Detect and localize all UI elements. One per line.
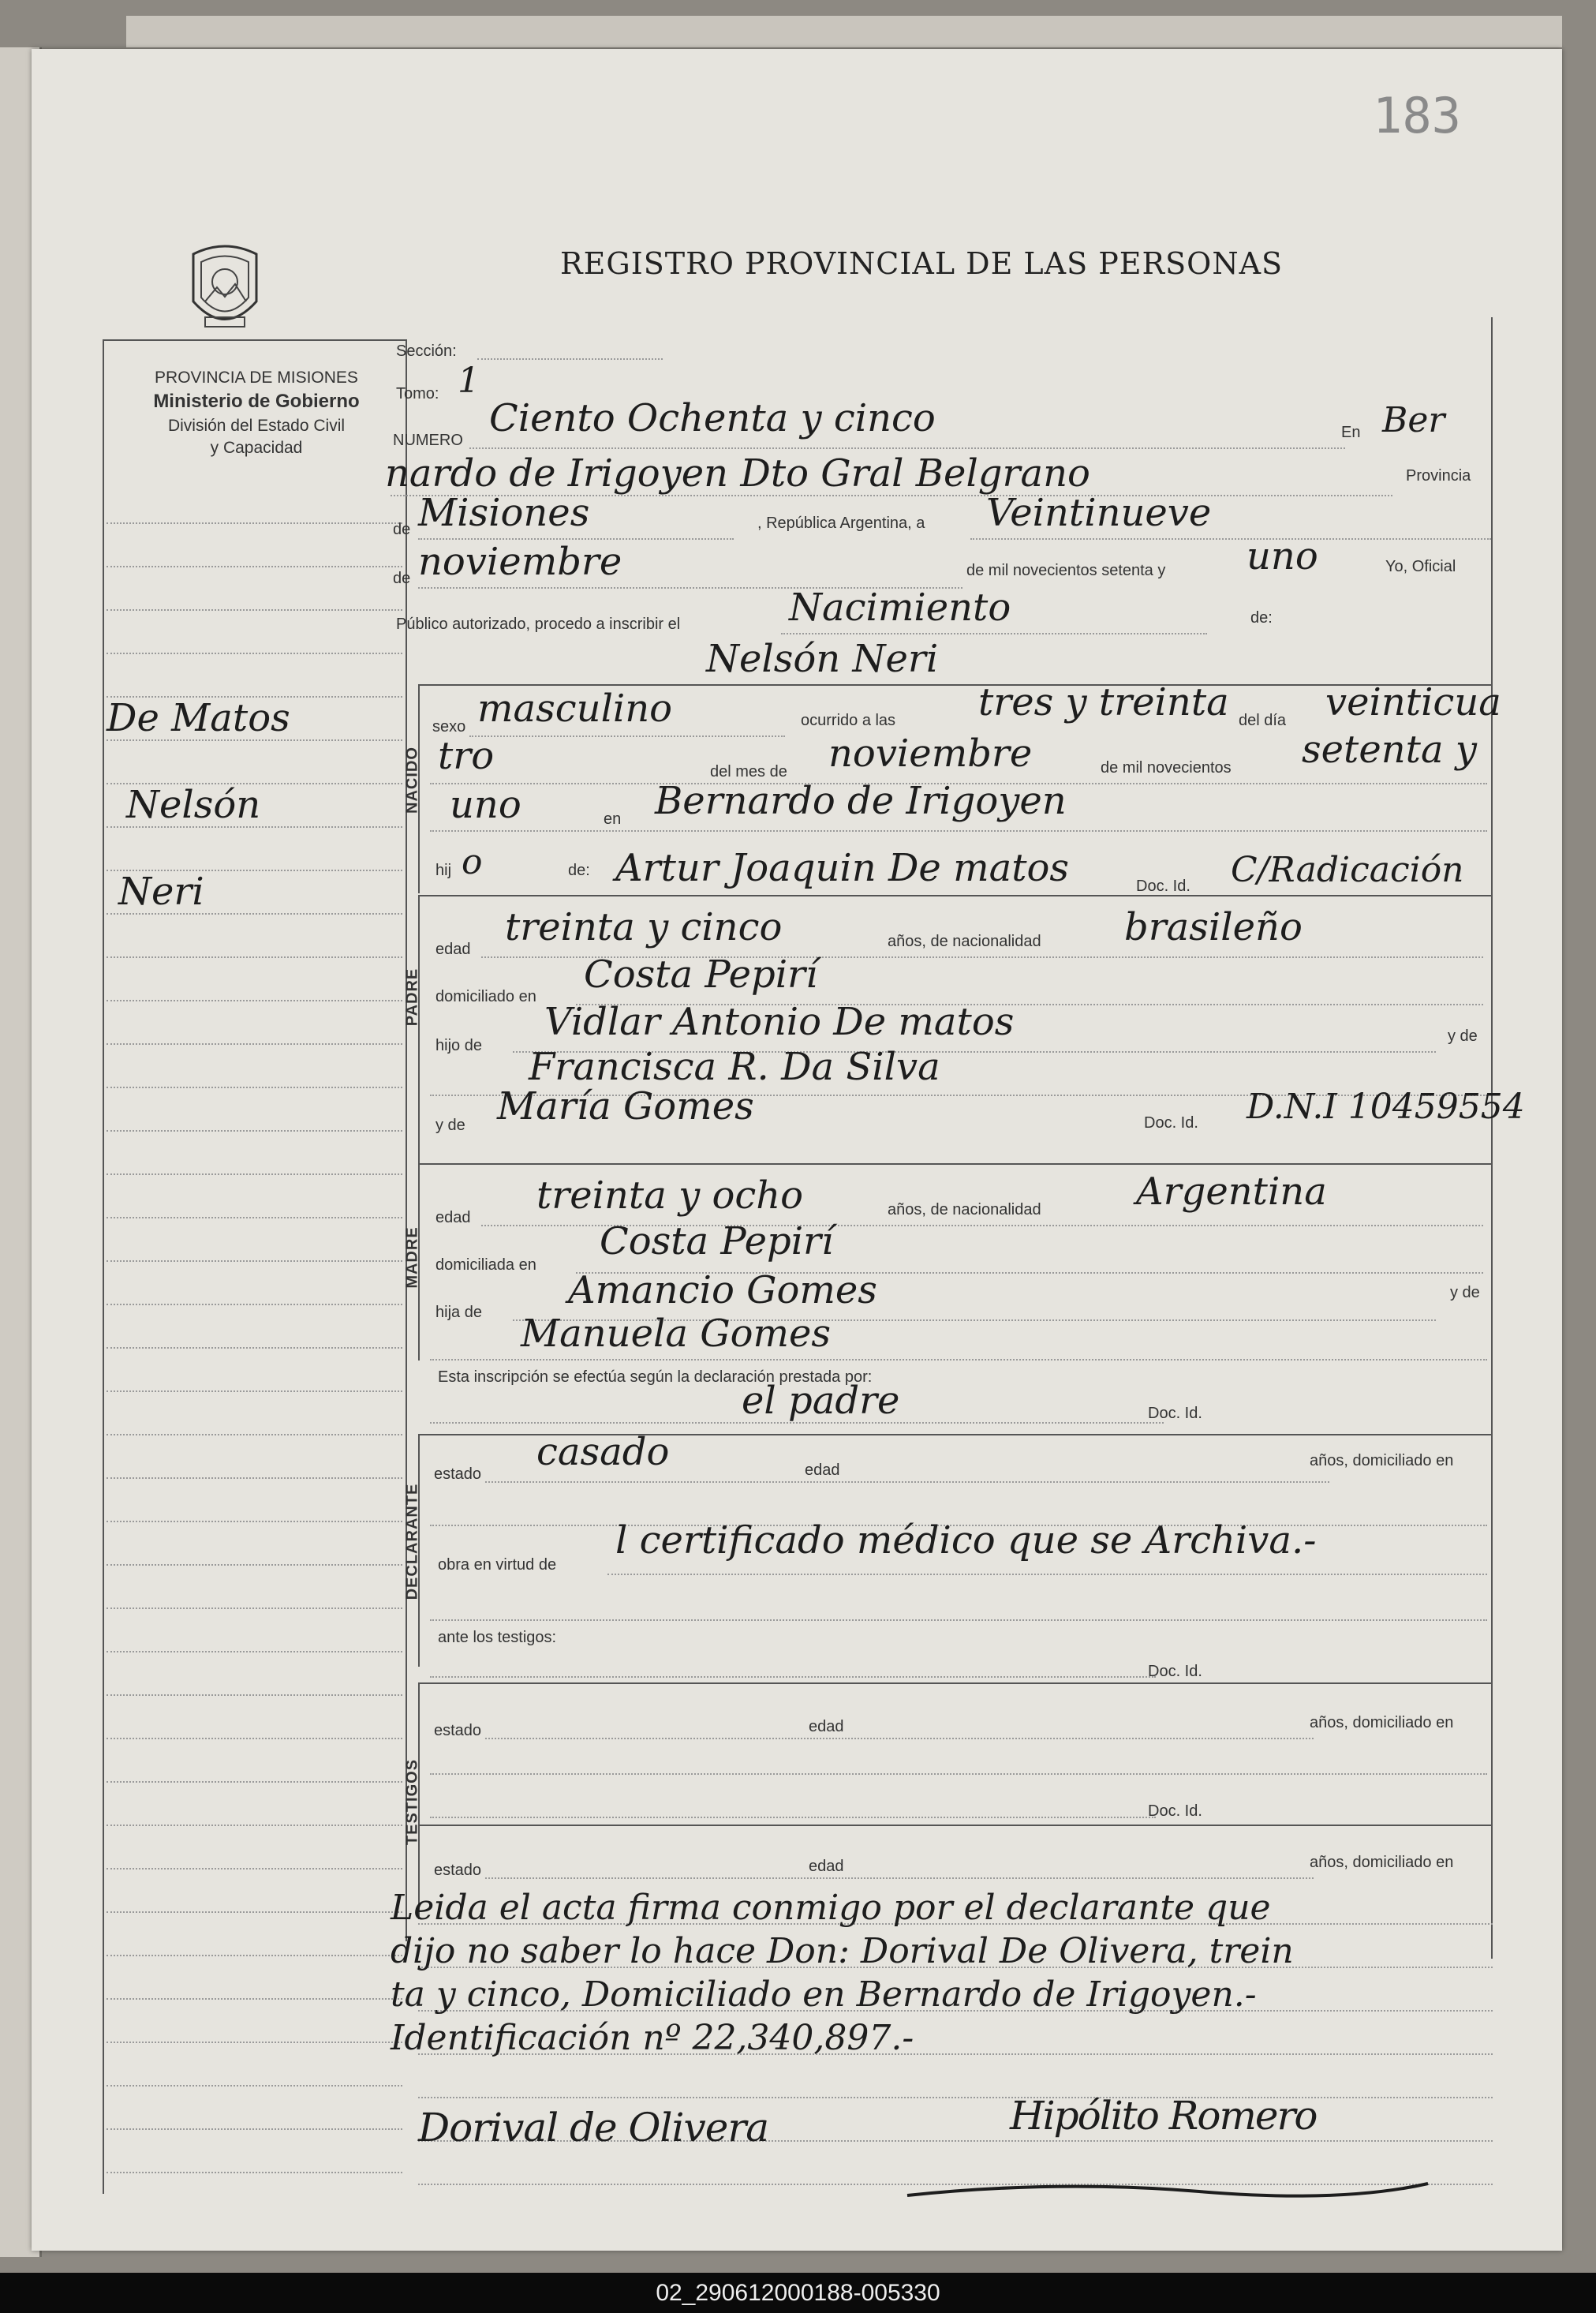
- acto-line: [781, 633, 1207, 634]
- declarante-line: [430, 1422, 1164, 1424]
- footer-image-id: 02_290612000188-005330: [0, 2273, 1596, 2313]
- signature-oficial: Hipólito Romero: [1010, 2093, 1317, 2139]
- margin-ruling-line: [107, 1130, 402, 1132]
- label-declarante-anios: años, domiciliado en: [1310, 1452, 1454, 1469]
- margin-ruling-line: [107, 653, 402, 654]
- value-hora: tres y treinta: [978, 680, 1229, 724]
- org-ministry: Ministerio de Gobierno: [153, 391, 360, 412]
- signature-flourish-icon: [899, 2148, 1436, 2203]
- label-testigo1-anios: años, domiciliado en: [1310, 1714, 1454, 1731]
- note-line-text-1: Leida el acta firma conmigo por el declarante que: [391, 1888, 1271, 1928]
- testigo2-line: [430, 1817, 1156, 1818]
- value-dia-cont: tro: [438, 734, 495, 778]
- margin-ruling-line: [107, 2172, 402, 2173]
- label-ocurrido: ocurrido a las: [801, 712, 896, 729]
- label-madre-nac: años, de nacionalidad: [888, 1201, 1041, 1218]
- note-line-5: [418, 2097, 1493, 2098]
- margin-ruling-line: [107, 1000, 402, 1001]
- margin-ruling-line: [107, 1043, 402, 1045]
- margin-ruling-line: [107, 1825, 402, 1826]
- label-madre-domicilio: domiciliada en: [435, 1256, 536, 1274]
- label-madre-hija-de: hija de: [435, 1304, 482, 1321]
- label-en: En: [1341, 424, 1361, 441]
- label-en-lugar: en: [604, 810, 622, 828]
- padre-top-rule: [418, 895, 1493, 896]
- provincial-seal-icon: [181, 238, 268, 341]
- margin-ruling-line: [107, 956, 402, 958]
- margin-ruling-line: [107, 2042, 402, 2043]
- book-top-strip: [126, 16, 1562, 47]
- note-line-text-3: ta y cinco, Domiciliado en Bernardo de Irigoyen.-: [391, 1974, 1257, 2015]
- label-tomo: Tomo:: [396, 385, 439, 402]
- value-mes: noviembre: [828, 732, 1033, 776]
- margin-ruling-line: [107, 1087, 402, 1088]
- margin-ruling-line: [107, 1781, 402, 1783]
- margin-top-rule: [103, 339, 406, 341]
- testigo1-domicilio-line: [430, 1773, 1487, 1775]
- label-inscripcion: Esta inscripción se efectúa según la declaración prestada por:: [438, 1368, 873, 1386]
- value-madre-domicilio: Costa Pepirí: [600, 1219, 834, 1263]
- value-padre-nac: brasileño: [1124, 905, 1303, 949]
- value-fecha-mes: noviembre: [418, 540, 622, 584]
- margin-ruling-line: [107, 1564, 402, 1566]
- value-padre-doc: C/Radicación: [1231, 850, 1464, 890]
- value-madre-doc: D.N.I 10459554: [1247, 1087, 1525, 1127]
- value-acto: Nacimiento: [789, 586, 1011, 630]
- label-padre-hijo-de: hijo de: [435, 1037, 482, 1054]
- obra-line: [607, 1574, 1487, 1575]
- madre-top-rule: [418, 1163, 1493, 1165]
- margin-ruling-line: [107, 1738, 402, 1739]
- document-title: REGISTRO PROVINCIAL DE LAS PERSONAS: [560, 246, 1284, 281]
- margin-ruling-line: [107, 1868, 402, 1869]
- margin-ruling-line: [107, 1434, 402, 1435]
- margin-ruling-line: [107, 1694, 402, 1696]
- margin-ruling-line: [107, 1390, 402, 1392]
- label-hij: hij: [435, 862, 452, 879]
- margin-ruling-line: [107, 1217, 402, 1218]
- seccion-line: [477, 358, 663, 360]
- testigo1-line: [430, 1676, 1156, 1678]
- value-place-line2: nardo de Irigoyen Dto Gral Belgrano: [385, 451, 1090, 496]
- value-lugar: Bernardo de Irigoyen: [655, 779, 1067, 823]
- value-padre-domicilio: Costa Pepirí: [584, 953, 818, 997]
- margin-ruling-line: [107, 1521, 402, 1522]
- label-testigo2-edad: edad: [809, 1858, 844, 1875]
- margin-ruling-line: [107, 609, 402, 611]
- margin-ruling-line: [107, 1304, 402, 1305]
- section-declarante: DECLARANTE: [403, 1483, 421, 1600]
- value-fecha-anio: uno: [1247, 534, 1318, 578]
- value-hijo-suffix: o: [462, 842, 483, 882]
- label-de-prov: de: [393, 521, 411, 538]
- label-madre-y-de: y de: [435, 1117, 465, 1134]
- label-declarante-edad: edad: [805, 1462, 840, 1479]
- margin-surname: De Matos: [107, 696, 290, 740]
- label-de-mes: de: [393, 570, 411, 587]
- testigo2-rule: [418, 1825, 1493, 1826]
- label-testigo1-estado: estado: [434, 1722, 482, 1739]
- margin-ruling-line: [107, 1347, 402, 1349]
- margin-ruling-line: [107, 1260, 402, 1262]
- obra-line-2: [430, 1619, 1487, 1621]
- value-en-place: Ber: [1382, 400, 1445, 440]
- lugar-line: [430, 830, 1487, 832]
- value-madre-nac: Argentina: [1136, 1170, 1327, 1214]
- label-sexo: sexo: [432, 718, 466, 735]
- label-madre-edad: edad: [435, 1209, 471, 1226]
- label-seccion: Sección:: [396, 342, 457, 360]
- value-provincia: Misiones: [418, 491, 590, 535]
- margin-ruling-line: [107, 1911, 402, 1913]
- label-republica: , República Argentina, a: [757, 515, 925, 532]
- margin-ruling-line: [107, 1998, 402, 2000]
- label-de-mil-nov: de mil novecientos: [1101, 759, 1232, 777]
- margin-ruling-line: [107, 2085, 402, 2087]
- label-de-padre: de:: [568, 862, 590, 879]
- value-nombre: Nelsón Neri: [706, 637, 939, 681]
- margin-ruling-line: [107, 2128, 402, 2130]
- testigos-top-rule: [418, 1682, 1493, 1684]
- fecha-dia-line: [970, 538, 1491, 540]
- label-padre-edad: edad: [435, 941, 471, 958]
- label-del-dia: del día: [1239, 712, 1287, 729]
- margin-ruling-line: [107, 1607, 402, 1609]
- margin-ruling-line: [107, 522, 402, 524]
- margin-ruling-line: [107, 1477, 402, 1479]
- label-testigo2-estado: estado: [434, 1862, 482, 1879]
- label-testigo1-edad: edad: [809, 1718, 844, 1735]
- note-line-text-2: dijo no saber lo hace Don: Dorival De Olivera, trein: [391, 1931, 1294, 1971]
- testigo1-estado-line: [485, 1738, 1314, 1739]
- madre-madre-line: [430, 1359, 1487, 1360]
- numero-line: [469, 447, 1345, 449]
- section-testigos: TESTIGOS: [403, 1758, 421, 1846]
- document-page: [32, 49, 1562, 2251]
- margin-left-rule: [103, 339, 104, 2194]
- org-capacity: y Capacidad: [210, 439, 303, 457]
- label-padre-doc: Doc. Id.: [1136, 878, 1190, 895]
- margin-middlename: Neri: [118, 870, 204, 914]
- value-madre-madre: Manuela Gomes: [521, 1312, 832, 1356]
- value-sexo: masculino: [477, 687, 673, 731]
- value-declarante: el padre: [742, 1379, 900, 1423]
- label-numero: NUMERO: [393, 432, 463, 449]
- value-padre-madre: Francisca R. Da Silva: [529, 1045, 940, 1089]
- label-obra: obra en virtud de: [438, 1556, 557, 1574]
- label-padre-y-de: y de: [1448, 1027, 1478, 1045]
- value-tomo: 1: [458, 361, 480, 401]
- margin-ruling-line: [107, 1651, 402, 1652]
- testigo2-estado-line: [485, 1877, 1314, 1879]
- label-declarante-doc: Doc. Id.: [1148, 1405, 1202, 1422]
- value-anio-cont: uno: [450, 783, 521, 827]
- label-yo-oficial: Yo, Oficial: [1385, 558, 1456, 575]
- org-province: PROVINCIA DE MISIONES: [155, 369, 358, 387]
- label-testigo2-doc: Doc. Id.: [1148, 1802, 1202, 1820]
- value-madre-nombre: María Gomes: [497, 1084, 754, 1128]
- org-division: División del Estado Civil: [167, 417, 346, 435]
- label-madre-doc: Doc. Id.: [1144, 1114, 1198, 1132]
- label-publico: Público autorizado, procedo a inscribir el: [396, 616, 681, 633]
- margin-firstname: Nelsón: [126, 783, 261, 827]
- label-de-colon: de:: [1250, 609, 1273, 627]
- label-testigo2-anios: años, domiciliado en: [1310, 1854, 1454, 1871]
- page-number: 183: [1373, 87, 1461, 144]
- label-ante-testigos: ante los testigos:: [438, 1629, 557, 1646]
- section-madre: MADRE: [403, 1226, 421, 1289]
- label-provincia: Provincia: [1406, 467, 1471, 485]
- signature-declarante: Dorival de Olivera: [418, 2105, 769, 2150]
- section-nacido: NACIDO: [403, 747, 421, 814]
- label-testigo1-doc: Doc. Id.: [1148, 1663, 1202, 1680]
- label-padre-domicilio: domiciliado en: [435, 988, 536, 1005]
- value-dia: veinticua: [1325, 680, 1501, 724]
- section-padre: PADRE: [403, 967, 421, 1027]
- value-fecha-dia: Veintinueve: [986, 491, 1212, 535]
- margin-ruling-line: [107, 1173, 402, 1175]
- value-obra: l certificado médico que se Archiva.-: [615, 1518, 1317, 1563]
- label-del-mes: del mes de: [710, 763, 787, 780]
- value-madre-edad: treinta y ocho: [536, 1173, 804, 1218]
- declarante-estado-line: [485, 1481, 1329, 1483]
- margin-ruling-line: [107, 566, 402, 567]
- label-padre-nac: años, de nacionalidad: [888, 933, 1041, 950]
- form-right-rule: [1491, 317, 1493, 1959]
- sexo-line: [469, 735, 785, 737]
- value-declarante-estado: casado: [536, 1430, 670, 1474]
- note-line-text-4: Identificación nº 22,340,897.-: [391, 2018, 914, 2058]
- value-madre-padre: Amancio Gomes: [568, 1268, 877, 1312]
- value-padre-padre: Vidlar Antonio De matos: [544, 1000, 1015, 1044]
- value-padre-edad: treinta y cinco: [505, 905, 783, 949]
- value-numero: Ciento Ochenta y cinco: [489, 396, 936, 440]
- label-madre-hija-y-de: y de: [1450, 1284, 1480, 1301]
- value-anio: setenta y: [1302, 728, 1477, 772]
- margin-ruling-line: [107, 1955, 402, 1956]
- label-declarante-estado: estado: [434, 1465, 482, 1483]
- value-padre-nombre: Artur Joaquin De matos: [615, 846, 1070, 890]
- label-de-mil: de mil novecientos setenta y: [966, 562, 1166, 579]
